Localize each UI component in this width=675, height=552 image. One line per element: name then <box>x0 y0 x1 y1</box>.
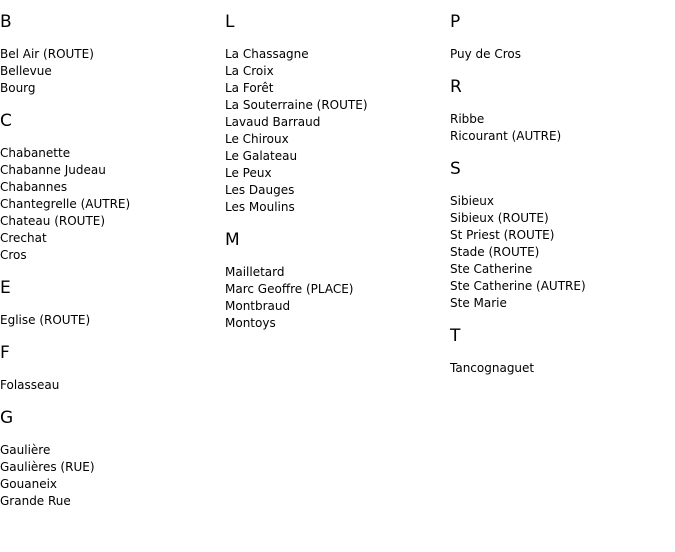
letter-group-r <box>450 77 670 145</box>
street-item[interactable]: Sibieux (ROUTE) <box>450 211 549 225</box>
street-item[interactable]: Gaulière <box>0 443 51 457</box>
street-item[interactable]: Ricourant (AUTRE) <box>450 129 562 143</box>
street-item[interactable]: Cros <box>0 248 27 262</box>
street-list <box>0 145 220 264</box>
letter-heading: M <box>225 230 240 250</box>
street-item[interactable]: Les Dauges <box>225 183 295 197</box>
street-item[interactable]: Eglise (ROUTE) <box>0 313 91 327</box>
letter-heading: E <box>0 278 11 298</box>
letter-group-c <box>0 111 220 264</box>
street-item[interactable]: Le Galateau <box>225 149 298 163</box>
street-item[interactable]: Chabanne Judeau <box>0 163 106 177</box>
street-item[interactable]: Ste Marie <box>450 296 507 310</box>
street-item[interactable]: La Forêt <box>225 81 274 95</box>
letter-group-f <box>0 343 220 394</box>
street-item[interactable]: Le Peux <box>225 166 272 180</box>
street-item[interactable]: Ste Catherine <box>450 262 533 276</box>
letter-heading: C <box>0 111 12 131</box>
letter-group-s <box>450 159 670 312</box>
letter-heading: R <box>450 77 462 97</box>
street-item[interactable]: Montoys <box>225 316 276 330</box>
street-item[interactable]: Gaulières (RUE) <box>0 460 95 474</box>
street-item[interactable]: Chateau (ROUTE) <box>0 214 106 228</box>
street-item[interactable]: La Souterraine (ROUTE) <box>225 98 368 112</box>
street-list <box>225 264 445 332</box>
street-item[interactable]: La Chassagne <box>225 47 309 61</box>
letter-heading: L <box>225 12 235 32</box>
street-list <box>0 312 220 329</box>
street-item[interactable]: Lavaud Barraud <box>225 115 321 129</box>
street-item[interactable]: Folasseau <box>0 378 60 392</box>
letter-heading: T <box>450 326 461 346</box>
letter-heading: F <box>0 343 10 363</box>
street-item[interactable]: Mailletard <box>225 265 285 279</box>
street-item[interactable]: Bellevue <box>0 64 52 78</box>
letter-heading: S <box>450 159 461 179</box>
letter-group-e <box>0 278 220 329</box>
street-item[interactable]: Chabannes <box>0 180 68 194</box>
street-item[interactable]: Marc Geoffre (PLACE) <box>225 282 354 296</box>
street-list <box>225 46 445 216</box>
street-list <box>0 442 220 510</box>
street-list <box>450 46 670 63</box>
street-item[interactable]: Stade (ROUTE) <box>450 245 540 259</box>
street-list <box>450 193 670 312</box>
letter-heading: P <box>450 12 461 32</box>
letter-heading: G <box>0 408 14 428</box>
street-item[interactable]: Bel Air (ROUTE) <box>0 47 94 61</box>
street-list <box>0 377 220 394</box>
letter-group-p <box>450 12 670 63</box>
street-item[interactable]: Puy de Cros <box>450 47 522 61</box>
street-item[interactable]: Sibieux <box>450 194 494 208</box>
street-item[interactable]: Bourg <box>0 81 36 95</box>
street-list <box>450 360 670 377</box>
index-column-3 <box>450 0 670 391</box>
street-item[interactable]: Les Moulins <box>225 200 295 214</box>
street-item[interactable]: Grande Rue <box>0 494 71 508</box>
letter-group-m <box>225 230 445 332</box>
street-item[interactable]: Gouaneix <box>0 477 58 491</box>
street-item[interactable]: Chabanette <box>0 146 71 160</box>
street-list <box>0 46 220 97</box>
street-item[interactable]: St Priest (ROUTE) <box>450 228 555 242</box>
street-item[interactable]: Tancognaguet <box>450 361 535 375</box>
letter-group-g <box>0 408 220 510</box>
index-column-2 <box>225 0 445 346</box>
street-item[interactable]: Chantegrelle (AUTRE) <box>0 197 131 211</box>
street-item[interactable]: Le Chiroux <box>225 132 289 146</box>
index-column-1 <box>0 0 220 524</box>
letter-heading: B <box>0 12 12 32</box>
street-item[interactable]: Montbraud <box>225 299 291 313</box>
street-item[interactable]: Ribbe <box>450 112 485 126</box>
street-item[interactable]: Ste Catherine (AUTRE) <box>450 279 586 293</box>
letter-group-b <box>0 12 220 97</box>
street-list <box>450 111 670 145</box>
letter-group-l <box>225 12 445 216</box>
street-item[interactable]: La Croix <box>225 64 274 78</box>
street-item[interactable]: Crechat <box>0 231 47 245</box>
letter-group-t <box>450 326 670 377</box>
